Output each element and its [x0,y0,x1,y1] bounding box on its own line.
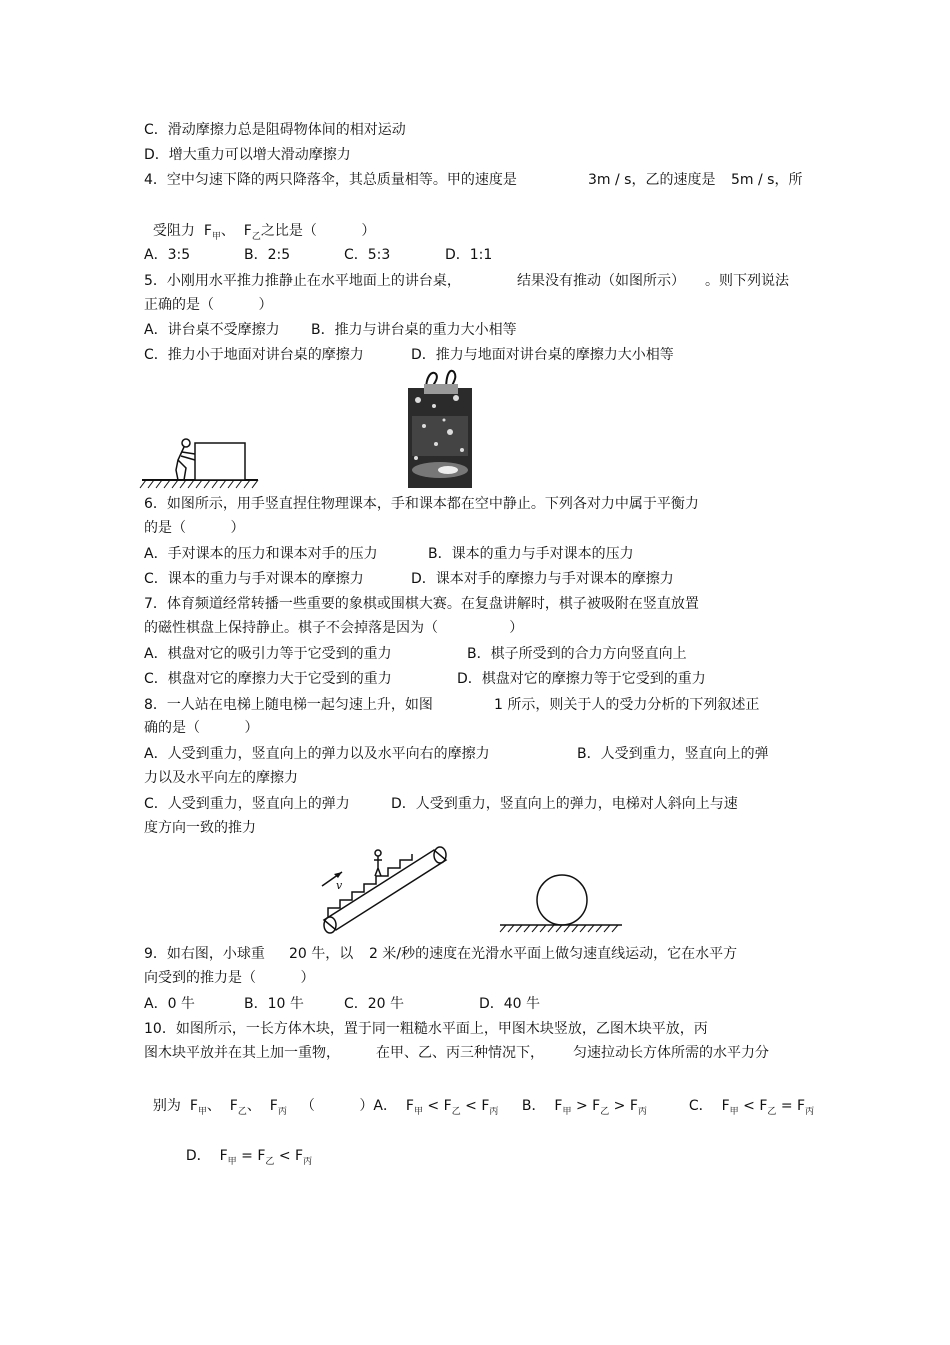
q8-option-d-cont: 度方向一致的推力 [144,820,256,836]
hand-book-figure [406,366,474,490]
q5-stem-c: 。则下列说法 [705,273,789,289]
q7-stem-b: 的磁性棋盘上保持静止。棋子不会掉落是因为（ ） [144,620,524,636]
q5-option-b: B．推力与讲台桌的重力大小相等 [311,322,517,338]
q5-stem-a: 5．小刚用水平推力推静止在水平地面上的讲台桌， [144,273,461,289]
velocity-label: v [336,879,343,892]
option-3d: D．增大重力可以增大滑动摩擦力 [144,147,351,163]
option-3c: C．滑动摩擦力总是阻碍物体间的相对运动 [144,122,406,138]
q4-stem-d: 受阻力 $F_甲$、 $F_乙$之比是（ ） [152,223,376,242]
q4-option-c: C．5:3 [344,247,391,263]
q8-option-b-cont: 力以及水平向左的摩擦力 [144,770,298,786]
q6-option-d: D．课本对手的摩擦力与手对课本的摩擦力 [411,571,674,587]
q9-stem-b: 20 牛，以 [289,946,354,962]
q4-stem-b: 3m / s，乙的速度是 [588,172,716,188]
q10-stem-a: 10．如图所示，一长方体木块，置于同一粗糙水平面上，甲图木块竖放，乙图木块平放，丙 [144,1021,708,1037]
q9-option-c: C．20 牛 [344,996,405,1012]
q10-option-c: C． $F_甲 < F_乙 = F_丙$ [688,1098,815,1117]
q10-stem-e: 别为 $F_甲$、 $F_乙$、 $F_丙$ [152,1098,287,1117]
q10-stem-c: 在甲、乙、丙三种情况下， [376,1045,544,1061]
q7-option-b: B．棋子所受到的合力方向竖直向上 [467,646,687,662]
q6-stem-b: 的是（ ） [144,520,245,536]
q6-stem-a: 6．如图所示，用手竖直捏住物理课本，手和课本都在空中静止。下列各对力中属于平衡力 [144,496,699,512]
q10-option-d: D． $F_甲 = F_乙 < F_丙$ [185,1148,313,1167]
q7-stem-a: 7．体育频道经常转播一些重要的象棋或围棋大赛。在复盘讲解时，棋子被吸附在竖直放置 [144,596,699,612]
q7-option-d: D．棋盘对它的摩擦力等于它受到的重力 [457,671,706,687]
q10-option-b: B． $F_甲 > F_乙 > F_丙$ [521,1098,647,1117]
push-desk-figure [140,436,270,492]
q10-stem-d: 匀速拉动长方体所需的水平力分 [573,1045,769,1061]
q7-option-a: A．棋盘对它的吸引力等于它受到的重力 [144,646,392,662]
q4-option-b: B．2:5 [244,247,291,263]
q5-option-c: C．推力小于地面对讲台桌的摩擦力 [144,347,364,363]
q9-option-a: A．0 牛 [144,996,195,1012]
q4-stem-c: 5m / s，所 [731,172,803,188]
q8-stem-b: 1 所示，则关于人的受力分析的下列叙述正 [494,697,760,713]
q5-stem-d: 正确的是（ ） [144,297,273,313]
q8-option-c: C．人受到重力，竖直向上的弹力 [144,796,350,812]
ball-on-surface-figure [498,872,628,932]
q8-stem-c: 确的是（ ） [144,720,259,736]
q8-stem-a: 8．一人站在电梯上随电梯一起匀速上升，如图 [144,697,433,713]
q5-option-a: A．讲台桌不受摩擦力 [144,322,280,338]
q6-option-b: B．课本的重力与手对课本的压力 [428,546,634,562]
q7-option-c: C．棋盘对它的摩擦力大于它受到的重力 [144,671,392,687]
q9-stem-c: 2 米/秒的速度在光滑水平面上做匀速直线运动，它在水平方 [369,946,738,962]
q9-stem-d: 向受到的推力是（ ） [144,970,315,986]
q8-option-d: D．人受到重力，竖直向上的弹力，电梯对人斜向上与速 [391,796,738,812]
q9-option-b: B．10 牛 [244,996,304,1012]
q8-option-b: B．人受到重力，竖直向上的弹 [577,746,769,762]
q9-option-d: D．40 牛 [479,996,541,1012]
q9-stem-a: 9．如右图，小球重 [144,946,265,962]
q4-option-d: D．1:1 [445,247,493,263]
q4-option-a: A．3:5 [144,247,191,263]
q4-stem-a: 4．空中匀速下降的两只降落伞，其总质量相等。甲的速度是 [144,172,517,188]
q5-option-d: D．推力与地面对讲台桌的摩擦力大小相等 [411,347,674,363]
q10-option-a: （ ）A． $F_甲 < F_乙 < F_丙$ [300,1098,499,1117]
escalator-figure [318,846,448,934]
q6-option-a: A．手对课本的压力和课本对手的压力 [144,546,378,562]
q10-stem-b: 图木块平放并在其上加一重物， [144,1045,340,1061]
q6-option-c: C．课本的重力与手对课本的摩擦力 [144,571,364,587]
q5-stem-b: 结果没有推动（如图所示） [517,273,685,289]
q8-option-a: A．人受到重力，竖直向上的弹力以及水平向右的摩擦力 [144,746,490,762]
